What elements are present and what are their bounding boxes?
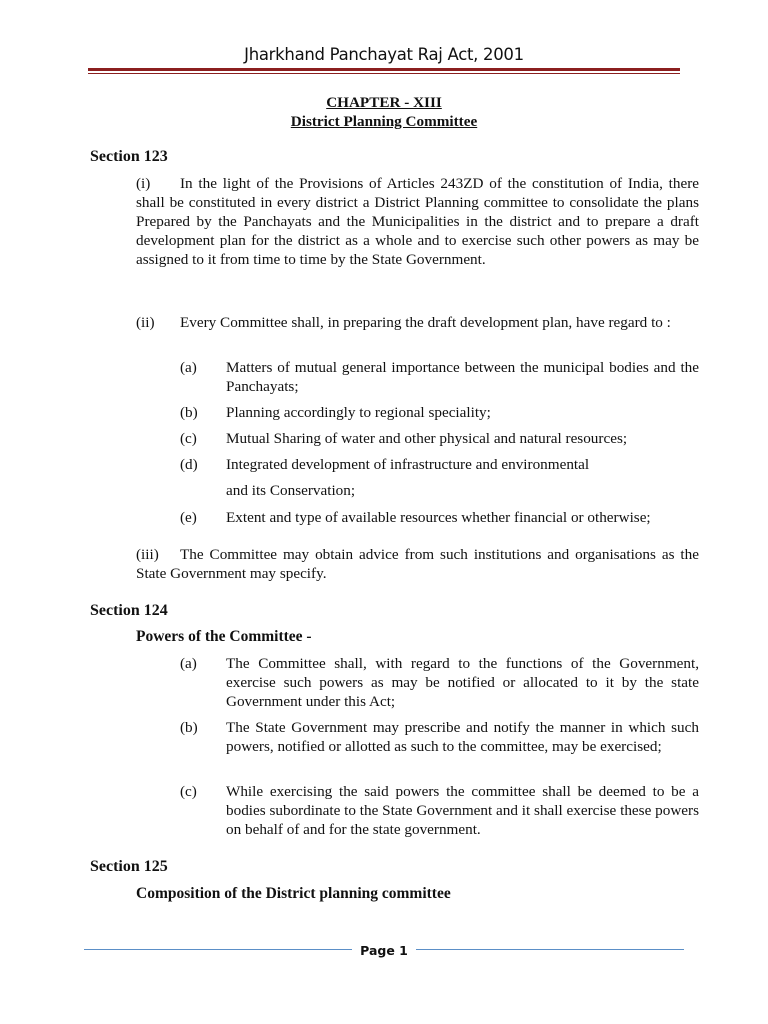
section-123-para-i [136,174,699,269]
section-123-item-b [180,403,699,422]
item-label: (c) [180,783,197,800]
footer-rule-left [84,949,352,950]
para-label: (i) [136,175,151,192]
item-label: (a) [180,655,197,672]
para-text: The Committee may obtain advice from such institutions and organisations as the State Government may specify. [136,546,699,582]
item-label: (d) [180,456,198,473]
section-123-item-e [180,508,699,527]
section-123-heading: Section 123 [90,148,168,165]
item-text: The Committee shall, with regard to the functions of the Government, exercise such powers as may be notified or allocated to it by the state Government under this Act; [226,655,699,710]
running-header-title: Jharkhand Panchayat Raj Act, 2001 [244,45,524,64]
item-label: (b) [180,404,198,421]
section-124-item-b [180,718,699,756]
item-label: (c) [180,430,197,447]
section-124-item-c [180,782,699,839]
item-label: (e) [180,509,197,526]
item-continuation: and its Conservation; [226,482,356,499]
para-label: (iii) [136,546,159,563]
para-text: In the light of the Provisions of Articles 243ZD of the constitution of India, there shall be constituted in every district a District Planning committee to consolidate the plans Prepared by the Panchayats and the Municipalities in the district and to prepare a draft development plan for the district as a whole and to exercise such other powers as may be assigned to it from time to time by the State Government. [136,175,699,268]
chapter-number: CHAPTER - XIII [326,94,442,111]
item-text: While exercising the said powers the committee shall be deemed to be a bodies subordinate to the State Government and it shall exercise these powers on behalf of and for the state government. [226,783,699,838]
header-rule-thin [88,73,680,74]
section-125-heading: Section 125 [90,858,168,875]
chapter-title: District Planning Committee [290,113,478,130]
item-text: Integrated development of infrastructure and environmental [226,456,590,473]
header-rule-thick [88,68,680,71]
section-124-subheading: Powers of the Committee - [136,628,312,645]
item-label: (a) [180,359,197,376]
item-text: Mutual Sharing of water and other physical and natural resources; [226,430,628,447]
page-number: Page 1 [360,943,408,958]
item-text: Matters of mutual general importance between the municipal bodies and the Panchayats; [226,359,699,395]
item-text: Extent and type of available resources whether financial or otherwise; [226,509,651,526]
section-125-subheading: Composition of the District planning committee [136,885,451,902]
item-text: Planning accordingly to regional speciality; [226,404,491,421]
item-label: (b) [180,719,198,736]
section-123-para-iii [136,545,699,583]
section-123-para-ii [136,313,699,332]
para-label: (ii) [136,314,155,331]
section-123-item-a [180,358,699,396]
item-text: The State Government may prescribe and notify the manner in which such powers, notified or allotted as such to the committee, may be exercised; [226,719,699,755]
chapter-heading [0,93,768,131]
section-124-heading: Section 124 [90,602,168,619]
section-123-item-d [180,455,699,500]
para-text: Every Committee shall, in preparing the draft development plan, have regard to : [180,314,671,331]
section-123-item-c [180,429,699,448]
section-124-item-a [180,654,699,711]
footer-rule-right [416,949,684,950]
